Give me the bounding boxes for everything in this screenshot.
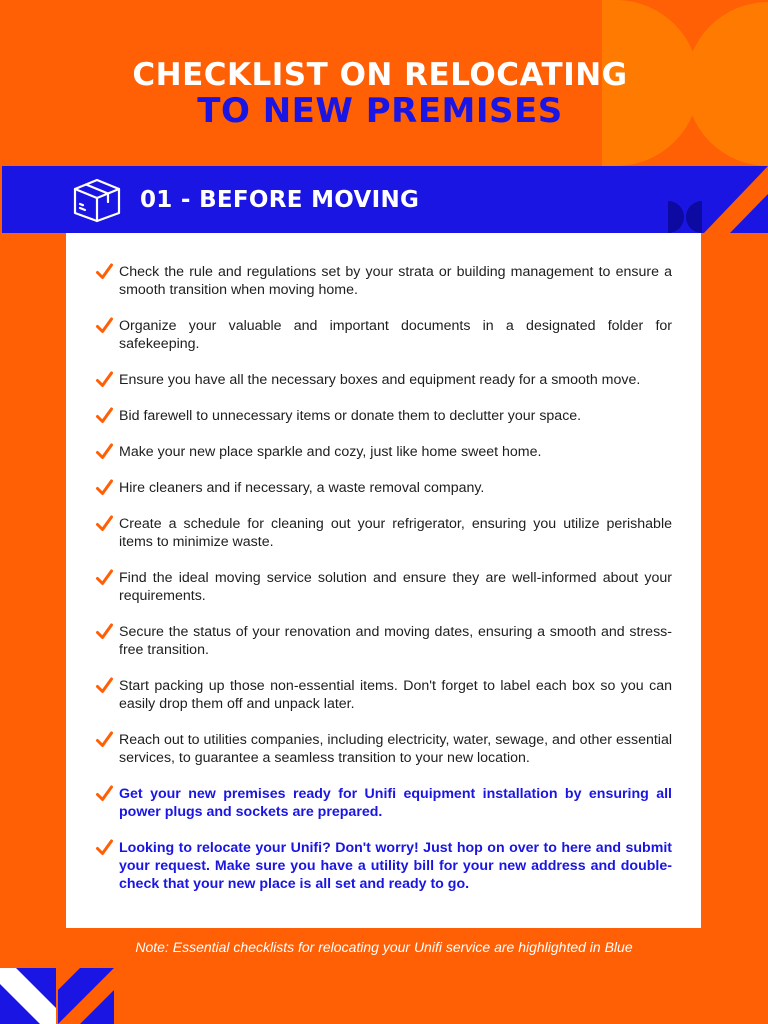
decorative-shapes-band <box>668 166 768 233</box>
checklist-item-text: Start packing up those non-essential items. Don't forget to label each box so you can easily drop them off and unpack later. <box>119 678 672 712</box>
checklist-item <box>96 515 672 551</box>
section-title: 01 - BEFORE MOVING <box>140 187 420 213</box>
checkmark-icon <box>96 785 113 802</box>
checkmark-icon <box>96 731 113 748</box>
checklist-item-text: Secure the status of your renovation and moving dates, ensuring a smooth and stress-free transition. <box>119 624 672 658</box>
checklist-item-highlighted <box>96 839 672 893</box>
checklist-item-text: Hire cleaners and if necessary, a waste removal company. <box>119 480 485 496</box>
checklist-item <box>96 677 672 713</box>
checkmark-icon <box>96 317 113 334</box>
checkmark-icon <box>96 677 113 694</box>
checklist-item <box>96 731 672 767</box>
page-title-line1: CHECKLIST ON RELOCATING <box>132 57 628 93</box>
checkmark-icon <box>96 515 113 532</box>
checklist-item <box>96 443 672 461</box>
checkmark-icon <box>96 839 113 856</box>
checklist-item <box>96 407 672 425</box>
checklist-card <box>66 233 701 928</box>
checkmark-icon <box>96 407 113 424</box>
checklist-item-highlighted <box>96 785 672 821</box>
checkmark-icon <box>96 479 113 496</box>
checklist-item-text: Reach out to utilities companies, including electricity, water, sewage, and other essential services, to guarantee a seamless transition to your new location. <box>119 732 672 766</box>
checklist-item-text: Looking to relocate your Unifi? Don't worry! Just hop on over to here and submit your request. Make sure you have a utility bill for your new address and double-check that your new place is all set and ready to go. <box>119 840 672 892</box>
checklist-item-text: Make your new place sparkle and cozy, just like home sweet home. <box>119 444 542 460</box>
checklist-item-text: Find the ideal moving service solution and ensure they are well-informed about your requirements. <box>119 570 672 604</box>
page-header <box>0 58 760 130</box>
checklist-item <box>96 263 672 299</box>
checklist-item-text: Bid farewell to unnecessary items or donate them to declutter your space. <box>119 408 582 424</box>
checklist-item <box>96 317 672 353</box>
checklist-item-text: Get your new premises ready for Unifi equipment installation by ensuring all power plugs and sockets are prepared. <box>119 786 672 820</box>
checklist-item <box>96 371 672 389</box>
checkmark-icon <box>96 443 113 460</box>
checkmark-icon <box>96 569 113 586</box>
section-header <box>2 166 768 233</box>
decorative-stripes-bottom-left <box>0 968 114 1024</box>
checklist-item <box>96 623 672 659</box>
footer-note: Note: Essential checklists for relocating your Unifi service are highlighted in Blue <box>135 939 633 955</box>
checkmark-icon <box>96 623 113 640</box>
checklist-item <box>96 479 672 497</box>
checkmark-icon <box>96 263 113 280</box>
checklist-item-text: Create a schedule for cleaning out your refrigerator, ensuring you utilize perishable items to minimize waste. <box>119 516 672 550</box>
checklist <box>96 263 672 911</box>
checklist-item-text: Organize your valuable and important documents in a designated folder for safekeeping. <box>119 318 672 352</box>
box-icon <box>72 177 122 223</box>
checklist-item <box>96 569 672 605</box>
checkmark-icon <box>96 371 113 388</box>
checklist-item-text: Ensure you have all the necessary boxes and equipment ready for a smooth move. <box>119 372 641 388</box>
page-title-line2: TO NEW PREMISES <box>197 91 563 131</box>
checklist-item-text: Check the rule and regulations set by your strata or building management to ensure a smooth transition when moving home. <box>119 264 672 298</box>
